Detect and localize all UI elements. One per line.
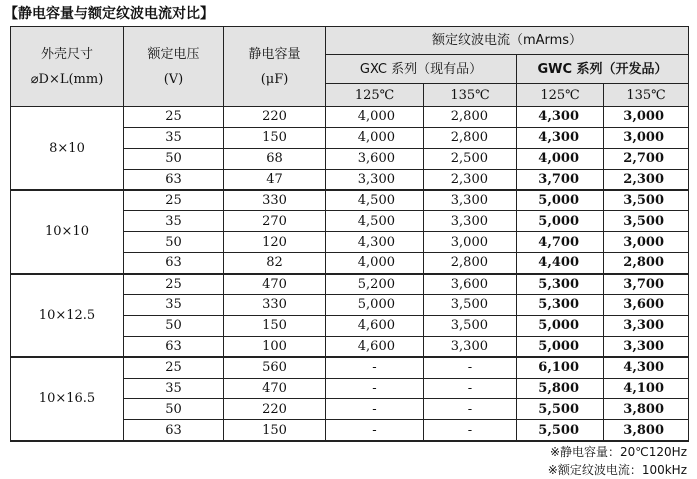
gwc-135-cell: 3,800 — [604, 399, 689, 420]
gwc-125-cell: 5,000 — [517, 190, 604, 211]
voltage-cell: 63 — [124, 336, 224, 357]
spec-table — [10, 26, 689, 442]
size-header — [11, 27, 124, 107]
gxc-135-cell: - — [424, 420, 517, 441]
gwc-125-cell: 5,000 — [517, 315, 604, 336]
voltage-cell: 63 — [124, 253, 224, 274]
gxc-125-cell: - — [326, 399, 424, 420]
gwc-125-cell: 5,300 — [517, 295, 604, 316]
gxc-135-cell: 2,800 — [424, 127, 517, 148]
gwc-125-cell: 4,700 — [517, 232, 604, 253]
table-row — [11, 274, 689, 295]
voltage-cell: 50 — [124, 315, 224, 336]
voltage-cell: 50 — [124, 232, 224, 253]
gxc-125-cell: 4,000 — [326, 107, 424, 128]
gxc-125-cell: 4,000 — [326, 127, 424, 148]
gwc-135-cell: 2,800 — [604, 253, 689, 274]
table-row — [11, 190, 689, 211]
voltage-header-label: 额定电压 — [147, 46, 200, 62]
capacitance-cell: 220 — [224, 399, 326, 420]
gwc-135-cell: 3,500 — [604, 211, 689, 232]
gxc-125-cell: 4,600 — [326, 336, 424, 357]
capacitance-cell: 330 — [224, 190, 326, 211]
gwc-135-cell: 2,300 — [604, 169, 689, 190]
gwc-135-cell: 3,000 — [604, 107, 689, 128]
capacitance-cell: 270 — [224, 211, 326, 232]
voltage-cell: 35 — [124, 127, 224, 148]
gwc-135-cell: 4,100 — [604, 378, 689, 399]
capacitance-cell: 82 — [224, 253, 326, 274]
temp-header-gxc-135: 135℃ — [424, 84, 517, 107]
size-header-label: 外壳尺寸 — [40, 46, 93, 62]
capacitance-cell: 150 — [224, 420, 326, 441]
gxc-135-cell: - — [424, 399, 517, 420]
voltage-cell: 25 — [124, 107, 224, 128]
voltage-cell: 50 — [124, 399, 224, 420]
note-capacitance: ※静电容量：20℃120Hz — [549, 445, 687, 459]
gxc-135-cell: - — [424, 357, 517, 378]
capacitance-cell: 470 — [224, 274, 326, 295]
gxc-125-cell: 3,300 — [326, 169, 424, 190]
voltage-cell: 35 — [124, 295, 224, 316]
gxc-135-cell: 2,800 — [424, 253, 517, 274]
voltage-header-unit: (V) — [163, 71, 184, 87]
size-header-unit: ⌀D×L(mm) — [30, 71, 104, 87]
gwc-135-cell: 3,800 — [604, 420, 689, 441]
gwc-series-header: GWC 系列（开发品） — [517, 55, 689, 84]
gxc-135-cell: 2,500 — [424, 148, 517, 169]
size-cell: 10×10 — [11, 190, 124, 274]
capacitance-cell: 560 — [224, 357, 326, 378]
gwc-135-cell: 3,000 — [604, 232, 689, 253]
gxc-135-cell: 3,300 — [424, 211, 517, 232]
size-cell: 10×12.5 — [11, 274, 124, 358]
voltage-cell: 35 — [124, 378, 224, 399]
gxc-135-cell: 2,300 — [424, 169, 517, 190]
gxc-125-cell: 4,600 — [326, 315, 424, 336]
gwc-125-cell: 4,400 — [517, 253, 604, 274]
gwc-125-cell: 6,100 — [517, 357, 604, 378]
capacitance-cell: 220 — [224, 107, 326, 128]
capacitance-cell: 150 — [224, 127, 326, 148]
temp-header-gwc-135: 135℃ — [604, 84, 689, 107]
gxc-125-cell: - — [326, 420, 424, 441]
gwc-125-cell: 5,300 — [517, 274, 604, 295]
voltage-cell: 63 — [124, 420, 224, 441]
table-row — [11, 107, 689, 128]
size-cell: 10×16.5 — [11, 357, 124, 441]
gxc-135-cell: 3,600 — [424, 274, 517, 295]
capacitance-cell: 330 — [224, 295, 326, 316]
table-body — [11, 107, 689, 441]
gwc-135-cell: 3,700 — [604, 274, 689, 295]
gwc-125-cell: 4,300 — [517, 107, 604, 128]
gwc-135-cell: 3,300 — [604, 336, 689, 357]
voltage-cell: 50 — [124, 148, 224, 169]
gwc-125-cell: 5,500 — [517, 399, 604, 420]
capacitance-header — [224, 27, 326, 107]
voltage-cell: 35 — [124, 211, 224, 232]
gxc-135-cell: 3,500 — [424, 295, 517, 316]
capacitance-cell: 470 — [224, 378, 326, 399]
gwc-125-cell: 5,800 — [517, 378, 604, 399]
temp-header-gwc-125: 125℃ — [517, 84, 604, 107]
gxc-125-cell: 4,500 — [326, 190, 424, 211]
voltage-cell: 25 — [124, 190, 224, 211]
gxc-135-cell: - — [424, 378, 517, 399]
voltage-cell: 63 — [124, 169, 224, 190]
size-cell: 8×10 — [11, 107, 124, 191]
gxc-135-cell: 2,800 — [424, 107, 517, 128]
gxc-135-cell: 3,500 — [424, 315, 517, 336]
gwc-125-cell: 3,700 — [517, 169, 604, 190]
gxc-125-cell: 4,000 — [326, 253, 424, 274]
gxc-125-cell: 4,300 — [326, 232, 424, 253]
gwc-135-cell: 3,600 — [604, 295, 689, 316]
capacitance-cell: 100 — [224, 336, 326, 357]
gwc-125-cell: 5,500 — [517, 420, 604, 441]
gxc-135-cell: 3,300 — [424, 190, 517, 211]
capacitance-cell: 68 — [224, 148, 326, 169]
voltage-header — [124, 27, 224, 107]
gwc-135-cell: 3,300 — [604, 315, 689, 336]
gxc-125-cell: - — [326, 378, 424, 399]
page-title: 【静电容量与额定纹波电流对比】 — [4, 6, 214, 22]
ripple-header: 额定纹波电流（mArms） — [326, 27, 689, 55]
capacitance-cell: 120 — [224, 232, 326, 253]
gxc-135-cell: 3,300 — [424, 336, 517, 357]
gxc-125-cell: - — [326, 357, 424, 378]
gxc-125-cell: 3,600 — [326, 148, 424, 169]
temp-header-gxc-125: 125℃ — [326, 84, 424, 107]
gxc-125-cell: 5,200 — [326, 274, 424, 295]
table-row — [11, 357, 689, 378]
voltage-cell: 25 — [124, 357, 224, 378]
gwc-135-cell: 2,700 — [604, 148, 689, 169]
capacitance-cell: 47 — [224, 169, 326, 190]
gwc-125-cell: 5,000 — [517, 211, 604, 232]
gwc-135-cell: 3,500 — [604, 190, 689, 211]
gxc-series-header: GXC 系列（现有品） — [326, 55, 517, 84]
gwc-135-cell: 4,300 — [604, 357, 689, 378]
gwc-125-cell: 4,300 — [517, 127, 604, 148]
note-ripple: ※额定纹波电流：100kHz — [547, 463, 687, 477]
gxc-125-cell: 5,000 — [326, 295, 424, 316]
capacitance-cell: 150 — [224, 315, 326, 336]
gxc-135-cell: 3,000 — [424, 232, 517, 253]
gwc-135-cell: 3,000 — [604, 127, 689, 148]
capacitance-header-label: 静电容量 — [248, 46, 301, 62]
gxc-125-cell: 4,500 — [326, 211, 424, 232]
gwc-125-cell: 4,000 — [517, 148, 604, 169]
voltage-cell: 25 — [124, 274, 224, 295]
gwc-125-cell: 5,000 — [517, 336, 604, 357]
capacitance-header-unit: (μF) — [260, 71, 289, 87]
